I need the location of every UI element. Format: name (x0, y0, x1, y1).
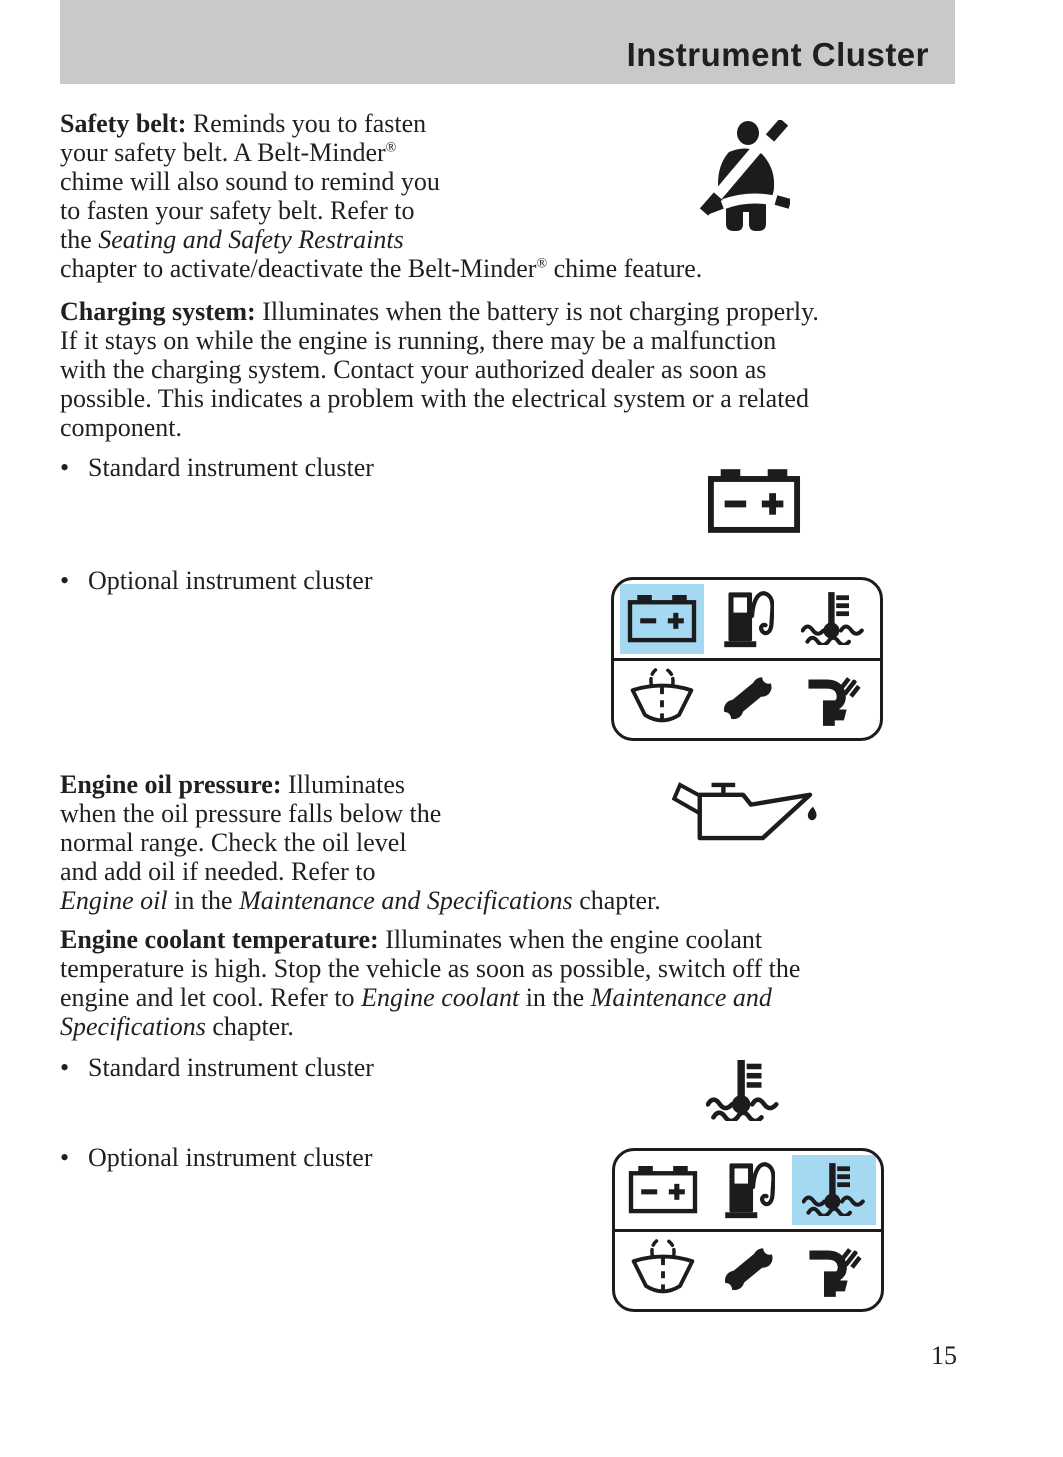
text-run: chapter. (205, 1012, 294, 1041)
text-run: possible. This indicates a problem with the electrical system or a related (60, 384, 809, 413)
fuel-pump-icon (706, 1155, 790, 1225)
text-line (60, 326, 819, 355)
text-run: to fasten your safety belt. Refer to (60, 196, 415, 225)
battery-charging-icon (620, 584, 704, 654)
text-run: Engine oil pressure: (60, 770, 282, 799)
text-line (60, 109, 702, 138)
text-run: chapter. (572, 886, 661, 915)
text-line (60, 770, 661, 799)
battery-charging-icon (621, 1155, 705, 1225)
text-line (60, 384, 819, 413)
text-line (60, 925, 800, 954)
page-number: 15 (931, 1341, 957, 1370)
text-line (60, 954, 800, 983)
text-run: chime feature. (547, 254, 703, 283)
text-run: ® (536, 256, 548, 272)
bullet-optional-cluster-coolant (60, 1143, 373, 1172)
bullet-standard-cluster-charging (60, 453, 374, 482)
cluster-panel-row-bottom (615, 1232, 881, 1310)
seatbelt-icon (696, 120, 790, 232)
text-run: Engine coolant (361, 983, 520, 1012)
powertrain-malfunction-wrench-icon (705, 664, 789, 734)
paragraph-engine-oil-pressure (60, 770, 661, 915)
text-run: temperature is high. Stop the vehicle as soon as possible, switch off the (60, 954, 801, 983)
bullet-dot: • (60, 1143, 70, 1172)
powertrain-malfunction-wrench-icon (706, 1235, 790, 1305)
cluster-panel-row-bottom (614, 661, 880, 739)
paragraph-charging-system (60, 297, 819, 442)
text-line (60, 828, 661, 857)
bullet-label: Optional instrument cluster (88, 1143, 373, 1172)
bullet-standard-cluster-coolant (60, 1053, 374, 1082)
bullet-label: Standard instrument cluster (88, 453, 374, 482)
text-run: component. (60, 413, 183, 442)
text-run: Illuminates when the battery is not charging properly. (255, 297, 819, 326)
optional-instrument-cluster-panel-charging (611, 577, 883, 741)
text-line (60, 297, 819, 326)
text-run: Maintenance and Specifications (239, 886, 573, 915)
text-run: Seating and Safety Restraints (98, 225, 404, 254)
text-run: ® (385, 140, 397, 156)
optional-instrument-cluster-panel-coolant (612, 1148, 884, 1312)
check-fuel-cap-icon (792, 1235, 876, 1305)
text-run: engine and let cool. Refer to (60, 983, 362, 1012)
text-line (60, 138, 702, 167)
text-line (60, 983, 800, 1012)
text-run: Reminds you to fasten (186, 109, 427, 138)
text-run: your safety belt. A Belt-Minder (60, 138, 386, 167)
text-run: Illuminates (281, 770, 405, 799)
bullet-dot: • (60, 566, 70, 595)
text-run: Engine oil (60, 886, 168, 915)
bullet-label: Optional instrument cluster (88, 566, 373, 595)
text-run: Maintenance and (590, 983, 772, 1012)
text-line (60, 1012, 800, 1041)
text-run: the (60, 225, 99, 254)
cluster-panel-row-top (614, 580, 880, 658)
text-line (60, 857, 661, 886)
text-run: If it stays on while the engine is running, there may be a malfunction (60, 326, 777, 355)
battery-charging-icon (707, 469, 801, 534)
engine-coolant-temperature-icon (791, 584, 875, 654)
text-run: chime will also sound to remind you (60, 167, 440, 196)
engine-coolant-temperature-icon (792, 1155, 876, 1225)
text-run: in the (167, 886, 240, 915)
text-run: with the charging system. Contact your authorized dealer as soon as (60, 355, 767, 384)
text-run: Engine coolant temperature: (60, 925, 379, 954)
paragraph-safety-belt (60, 109, 702, 283)
text-line (60, 225, 702, 254)
cluster-panel-row-top (615, 1151, 881, 1229)
text-run: in the (519, 983, 591, 1012)
paragraph-engine-coolant-temperature (60, 925, 800, 1041)
text-line (60, 254, 702, 283)
text-line (60, 799, 661, 828)
bullet-dot: • (60, 453, 70, 482)
text-run: when the oil pressure falls below the (60, 799, 442, 828)
engine-oil-pressure-icon (672, 781, 822, 844)
text-line (60, 167, 702, 196)
engine-coolant-temperature-icon (706, 1060, 780, 1121)
windshield-washer-fluid-icon (620, 664, 704, 734)
text-line (60, 886, 661, 915)
header-bar (60, 0, 955, 84)
fuel-pump-icon (705, 584, 789, 654)
text-line (60, 355, 819, 384)
text-line (60, 413, 819, 442)
text-run: and add oil if needed. Refer to (60, 857, 376, 886)
page-title: Instrument Cluster (626, 36, 929, 73)
text-run: normal range. Check the oil level (60, 828, 407, 857)
check-fuel-cap-icon (791, 664, 875, 734)
text-run: Charging system: (60, 297, 256, 326)
text-run: Safety belt: (60, 109, 187, 138)
text-run: Illuminates when the engine coolant (378, 925, 763, 954)
bullet-dot: • (60, 1053, 70, 1082)
text-line (60, 196, 702, 225)
text-run: chapter to activate/deactivate the Belt-Minder (60, 254, 537, 283)
windshield-washer-fluid-icon (621, 1235, 705, 1305)
bullet-label: Standard instrument cluster (88, 1053, 374, 1082)
text-run: Specifications (60, 1012, 206, 1041)
bullet-optional-cluster-charging (60, 566, 373, 595)
